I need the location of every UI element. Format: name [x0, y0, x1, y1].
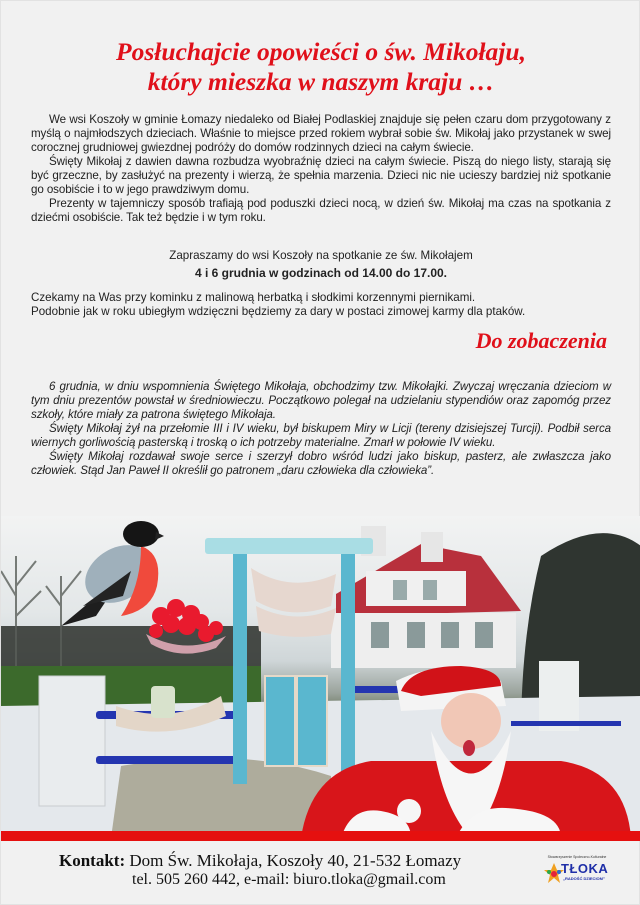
waiting-text — [31, 291, 621, 319]
title-line-1: Posłuchajcie opowieści o św. Mikołaju, — [116, 37, 526, 66]
footer — [1, 849, 640, 899]
scene-illustration — [1, 516, 640, 838]
intro-text — [31, 113, 611, 225]
poster-title — [1, 37, 640, 97]
waiting-line-1: Czekamy na Was przy kominku z malinową herbatką i słodkimi korzennymi piernikami. — [31, 291, 476, 304]
signoff-heading: Do zobaczenia — [475, 328, 607, 353]
logo-tagline: „RADOŚĆ DZIECIOM” — [563, 876, 605, 881]
red-divider-bar — [1, 831, 640, 841]
waiting-line-2: Podobnie jak w roku ubiegłym wdzięczni będziemy za dary w postaci zimowej karmy dla ptaków. — [31, 305, 526, 318]
contact-address: Dom Św. Mikołaja, Koszoły 40, 21-532 Łomazy — [129, 851, 462, 870]
logo-org-name: Stowarzyszenie Społeczno-Kulturalne — [547, 855, 607, 859]
intro-paragraph: We wsi Koszoły w gminie Łomazy niedaleko od Białej Podlaskiej znajduje się pełen czaru dom przygotowany z myślą o najmłodszych dzieciach. Właśnie to miejsce przed rokiem wybrał sobie św. Mikołaj jako przystanek w swej corocznej grudniowej gwiezdnej podróży do domów rodzinnych dzieci na całym świecie. — [31, 113, 611, 154]
contact-phone-email: tel. 505 260 442, e-mail: biuro.tloka@gmail.com — [132, 871, 446, 888]
history-text — [31, 380, 611, 478]
contact-address-line — [59, 851, 461, 871]
intro-paragraph: Prezenty w tajemniczy sposób trafiają pod poduszki dzieci nocą, w dzień św. Mikołaj ma czas na spotkania z dziećmi osobiście. Tak też będzie i w tym roku. — [31, 197, 611, 224]
history-paragraph: 6 grudnia, w dniu wspomnienia Świętego Mikołaja, obchodzimy tzw. Mikołajki. Zwyczaj wręczania dzieciom w tym dniu prezentów powstał w średniowieczu. Początkowo polegał na udzielaniu stypendiów oraz zapomóg przez szkoły, które miały za patrona świętego Mikołaja. — [31, 380, 611, 421]
intro-paragraph: Święty Mikołaj z dawien dawna rozbudza wyobraźnię dzieci na całym świecie. Piszą do niego listy, starają się być grzeczne, by zasłużyć na prezenty i wierzą, że spełnia marzenia. Dzieci nic nie ucieszy bardziej niż spotkanie go osobiście i to w jego prawdziwym domu. — [31, 155, 611, 196]
contact-label: Kontakt: — [59, 851, 126, 870]
history-paragraph: Święty Mikołaj rozdawał swoje serce i szerzył dobro wśród ludzi jako biskup, pasterz, ale zwłaszcza jako człowiek. Stąd Jan Paweł II określił go patronem „daru człowieka dla człowieka”. — [31, 450, 611, 477]
invitation-dates: 4 i 6 grudnia w godzinach od 14.00 do 17.00. — [194, 266, 448, 280]
logo-name: TŁOKA — [561, 861, 609, 876]
history-paragraph: Święty Mikołaj żył na przełomie III i IV wieku, był biskupem Miry w Licji (tereny dzisiejszej Turcji). Podbił serca wiernych gorliwością pasterską i troską o ich potrzeby materialne. Zmarł w połowie IV wieku. — [31, 422, 611, 449]
title-line-2: który mieszka w naszym kraju … — [147, 67, 495, 96]
tloka-logo — [541, 855, 613, 889]
invitation-line: Zapraszamy do wsi Koszoły na spotkanie ze św. Mikołajem — [169, 249, 473, 262]
winter-photo-collage — [1, 516, 640, 838]
